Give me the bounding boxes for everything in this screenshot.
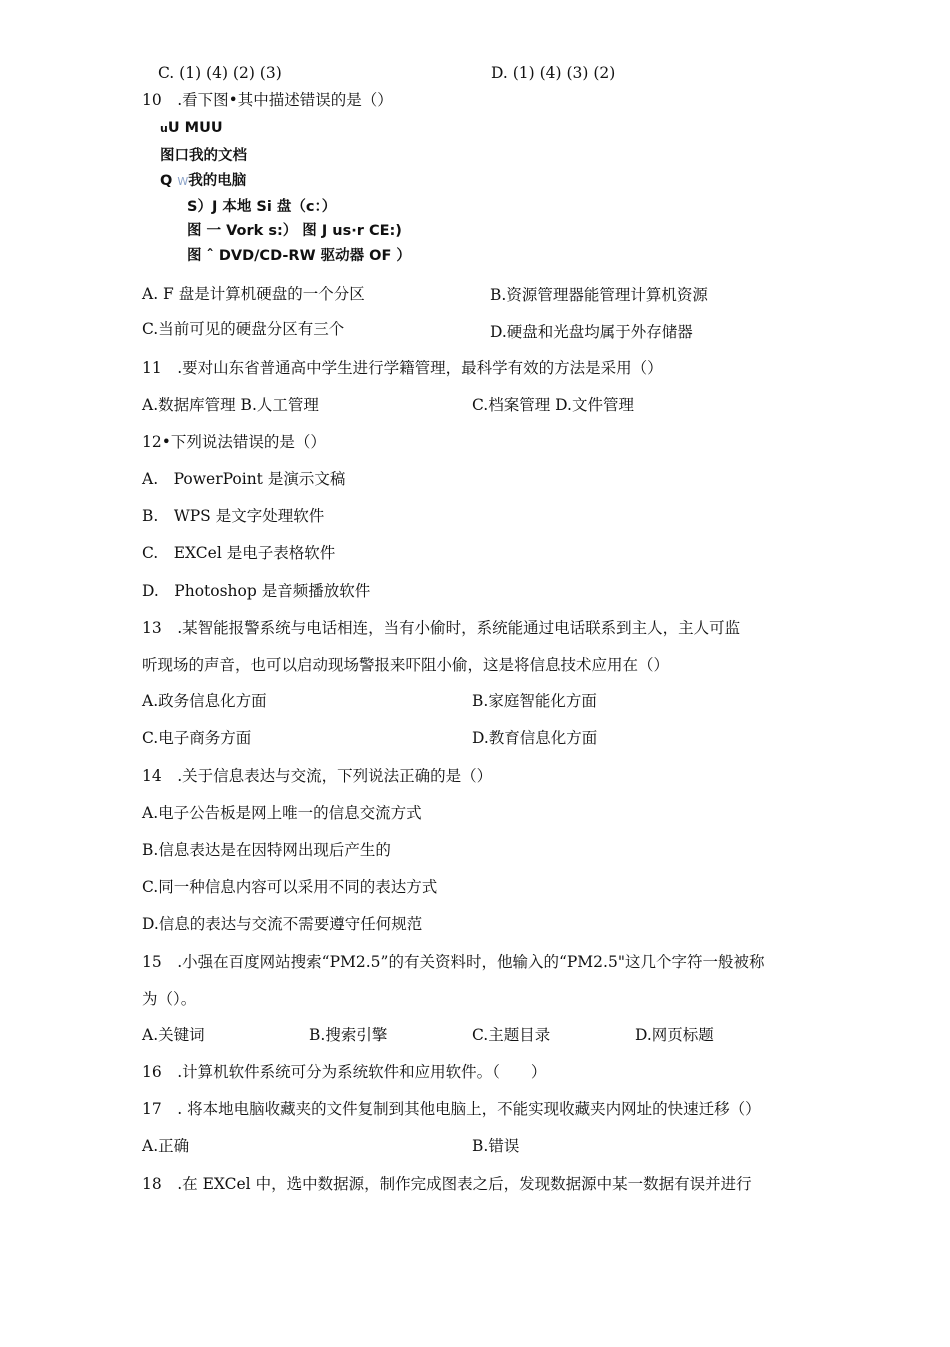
tree-dvd-drive: 图 ˆ DVD/CD-RW 驱动器 OF ） xyxy=(187,248,411,264)
q14-option-c: C.同一种信息内容可以采用不同的表达方式 xyxy=(142,878,438,896)
computer-icon: W xyxy=(177,175,189,188)
q17-option-b: B.错误 xyxy=(472,1137,520,1155)
q14-stem: 14 .关于信息表达与交流，下列说法正确的是（） xyxy=(142,767,493,785)
q15-option-c: C.主题目录 xyxy=(472,1026,551,1044)
q11-options-cd: C.档案管理 D.文件管理 xyxy=(472,396,634,414)
q9-option-d: D. (1) (4) (3) (2) xyxy=(491,64,616,82)
tree-my-computer-prefix: Q xyxy=(160,173,173,189)
q12-option-c: C. EXCel 是电子表格软件 xyxy=(142,544,336,562)
q13-option-b: B.家庭智能化方面 xyxy=(472,692,597,710)
tree-local-disk-c: S）J 本地 Si 盘（c：） xyxy=(187,199,337,215)
q16-stem: 16 .计算机软件系统可分为系统软件和应用软件。（ ） xyxy=(142,1063,547,1081)
q15-option-b: B.搜索引擎 xyxy=(309,1026,388,1044)
q13-stem-line1: 13 .某智能报警系统与电话相连，当有小偷时，系统能通过电话联系到主人，主人可监 xyxy=(142,619,741,637)
q10-option-c: C.当前可见的硬盘分区有三个 xyxy=(142,320,345,338)
tree-my-documents: 图口我的文档 xyxy=(160,148,247,164)
tree-my-computer xyxy=(160,171,246,192)
tree-root-text: U MUU xyxy=(167,120,223,136)
q13-option-a: A.政务信息化方面 xyxy=(142,692,267,710)
q12-option-b: B. WPS 是文字处理软件 xyxy=(142,507,325,525)
q11-options-ab: A.数据库管理 B.人工管理 xyxy=(142,396,319,414)
q13-option-d: D.教育信息化方面 xyxy=(472,729,598,747)
q14-option-b: B.信息表达是在因特网出现后产生的 xyxy=(142,841,391,859)
q10-stem: 10 .看下图•其中描述错误的是（） xyxy=(142,91,393,109)
tree-root-label xyxy=(160,118,223,139)
q17-stem: 17 . 将本地电脑收藏夹的文件复制到其他电脑上，不能实现收藏夹内网址的快速迁移（） xyxy=(142,1100,761,1118)
q11-stem: 11 .要对山东省普通高中学生进行学籍管理，最科学有效的方法是采用（） xyxy=(142,359,663,377)
q12-option-d: D. Photoshop 是音频播放软件 xyxy=(142,582,371,600)
q15-option-d: D.网页标题 xyxy=(635,1026,714,1044)
q10-option-a: A. F 盘是计算机硬盘的一个分区 xyxy=(142,285,365,303)
q14-option-a: A.电子公告板是网上唯一的信息交流方式 xyxy=(142,804,422,822)
q15-stem-line1: 15 .小强在百度网站搜索“PM2.5”的有关资料时，他输入的“PM2.5"这几个字符一般被称 xyxy=(142,953,765,971)
q18-stem: 18 .在 EXCel 中，选中数据源，制作完成图表之后，发现数据源中某一数据有误并进行 xyxy=(142,1175,752,1193)
q15-stem-line2: 为（）。 xyxy=(142,990,197,1008)
q13-stem-line2: 听现场的声音，也可以启动现场警报来吓阻小偷，这是将信息技术应用在（） xyxy=(142,656,670,674)
q12-option-a: A. PowerPoint 是演示文稿 xyxy=(142,470,346,488)
q15-option-a: A.关键词 xyxy=(142,1026,205,1044)
q13-option-c: C.电子商务方面 xyxy=(142,729,252,747)
q9-option-c: C. (1) (4) (2) (3) xyxy=(158,64,282,82)
tree-drives-de: 图 一 Vork s:） 图 J us·r CE:) xyxy=(187,223,402,239)
tree-root-prefix: u xyxy=(160,122,168,135)
q12-stem: 12•下列说法错误的是（） xyxy=(142,433,326,451)
tree-my-computer-text: 我的电脑 xyxy=(188,173,247,189)
q14-option-d: D.信息的表达与交流不需要遵守任何规范 xyxy=(142,915,423,933)
q10-option-b: B.资源管理器能管理计算机资源 xyxy=(490,286,708,304)
q17-option-a: A.正确 xyxy=(142,1137,190,1155)
q10-option-d: D.硬盘和光盘均属于外存储器 xyxy=(490,323,693,341)
